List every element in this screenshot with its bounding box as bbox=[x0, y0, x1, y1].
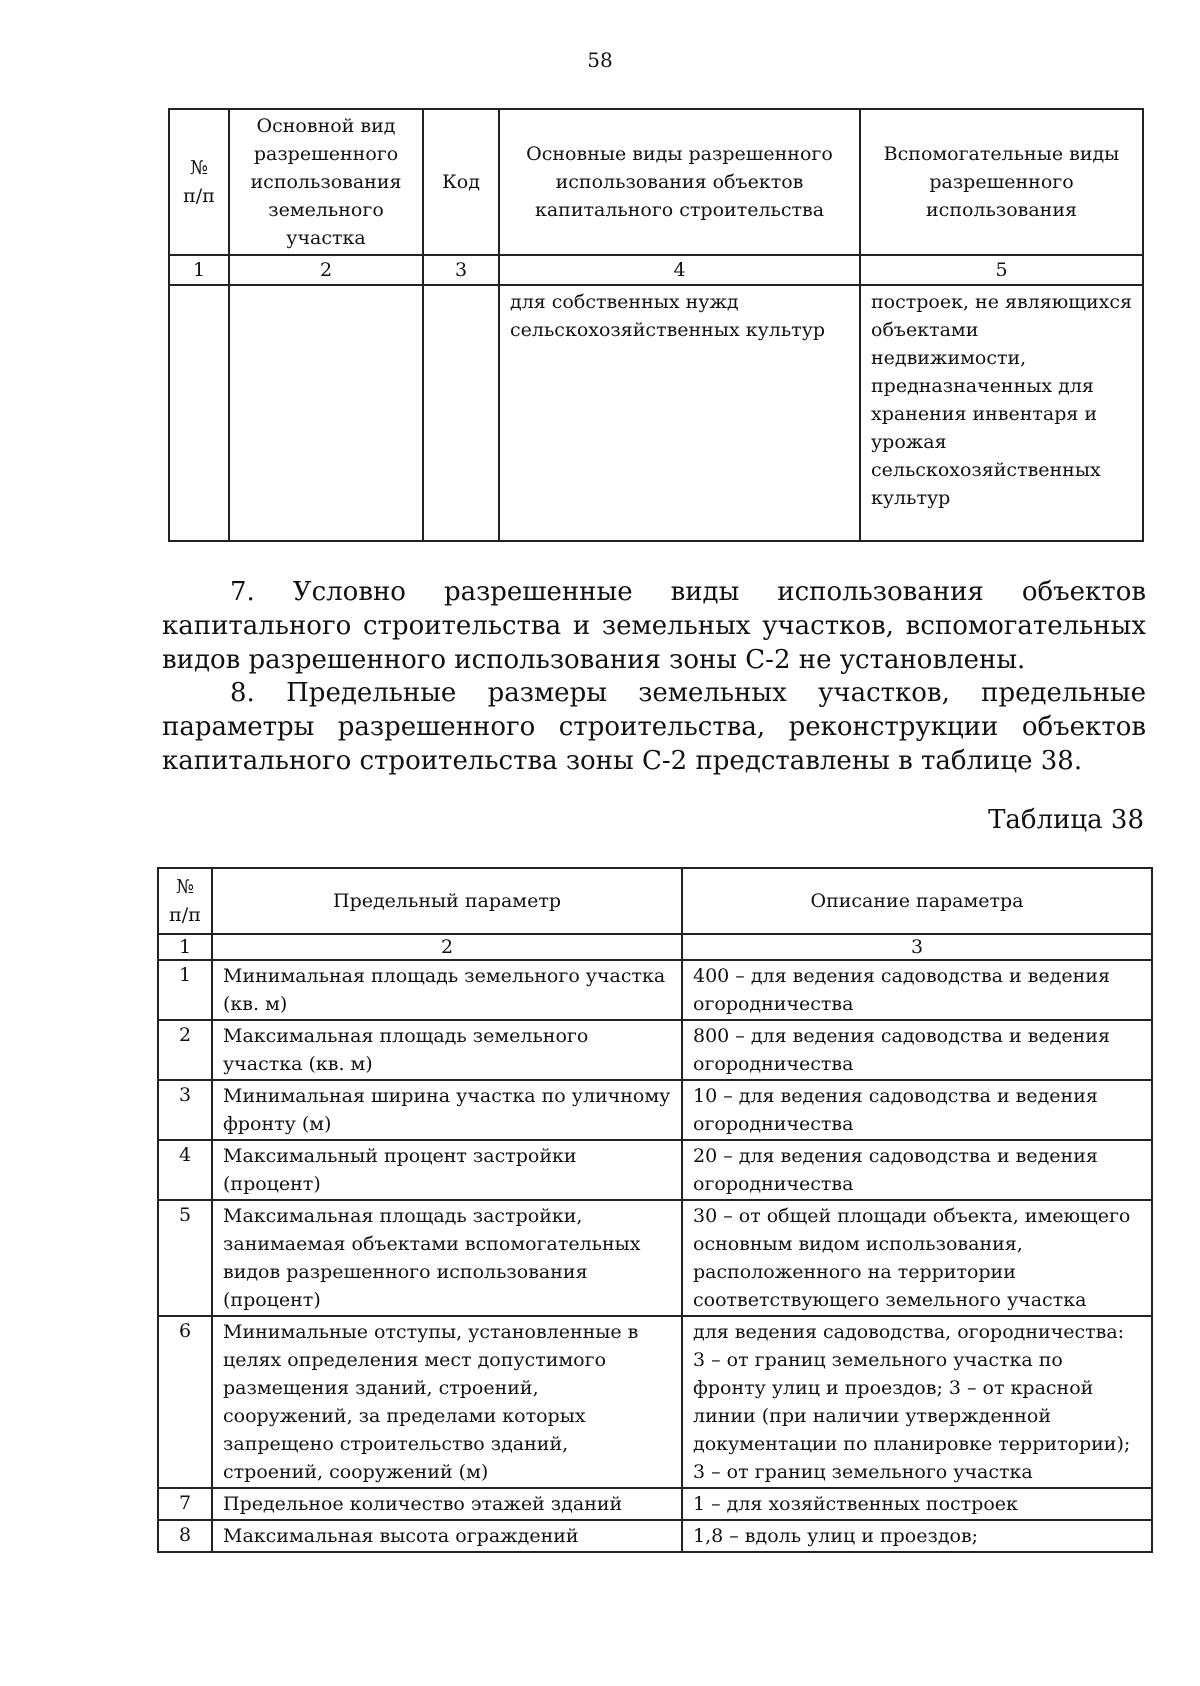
parameter-cell: Минимальная площадь земельного участка (кв. м) bbox=[212, 960, 682, 1020]
parameter-cell: Максимальный процент застройки (процент) bbox=[212, 1140, 682, 1200]
parameter-cell: Максимальная площадь земельного участка (кв. м) bbox=[212, 1020, 682, 1080]
row-number: 4 bbox=[158, 1140, 212, 1200]
description-cell: для ведения садоводства, огородничества: 3 – от границ земельного участка по фронту улиц и проездов; 3 – от красной линии (при наличии утвержденной документации по планировке территории); 3 – от границ земельного участка bbox=[682, 1316, 1152, 1488]
header-main-use: Основной вид разрешенного использования земельного участка bbox=[229, 109, 423, 255]
parameter-cell: Минимальные отступы, установленные в целях определения мест допустимого размещения зданий, строений, сооружений, за пределами которых запрещено строительство зданий, строений, сооружений (м) bbox=[212, 1316, 682, 1488]
main-use-cell bbox=[229, 285, 423, 541]
column-number: 1 bbox=[169, 255, 229, 285]
table-header-row bbox=[158, 868, 1152, 934]
description-cell: 400 – для ведения садоводства и ведения огородничества bbox=[682, 960, 1152, 1020]
parameter-cell: Максимальная высота ограждений bbox=[212, 1520, 682, 1552]
table-row bbox=[158, 1200, 1152, 1316]
header-description: Описание параметра bbox=[682, 868, 1152, 934]
row-number-cell bbox=[169, 285, 229, 541]
table-row bbox=[158, 1020, 1152, 1080]
table-row bbox=[158, 1488, 1152, 1520]
table-row bbox=[158, 960, 1152, 1020]
column-number-row bbox=[169, 255, 1143, 285]
table-row bbox=[158, 1140, 1152, 1200]
paragraph-8 bbox=[162, 676, 1146, 778]
row-number: 3 bbox=[158, 1080, 212, 1140]
table-header-row bbox=[169, 109, 1143, 255]
row-number: 2 bbox=[158, 1020, 212, 1080]
parameter-cell: Максимальная площадь застройки, занимаемая объектами вспомогательных видов разрешенного использования (процент) bbox=[212, 1200, 682, 1316]
header-code: Код bbox=[423, 109, 499, 255]
capital-objects-cell: для собственных нужд сельскохозяйственных культур bbox=[499, 285, 860, 541]
table-row bbox=[158, 1520, 1152, 1552]
header-auxiliary-uses: Вспомогательные виды разрешенного использования bbox=[860, 109, 1143, 255]
header-number: № п/п bbox=[169, 109, 229, 255]
column-number: 2 bbox=[229, 255, 423, 285]
table-row bbox=[169, 285, 1143, 541]
parameter-cell: Предельное количество этажей зданий bbox=[212, 1488, 682, 1520]
description-cell: 800 – для ведения садоводства и ведения огородничества bbox=[682, 1020, 1152, 1080]
column-number: 3 bbox=[682, 934, 1152, 960]
allowed-uses-table-continuation bbox=[168, 108, 1144, 542]
header-number: № п/п bbox=[158, 868, 212, 934]
description-cell: 1 – для хозяйственных построек bbox=[682, 1488, 1152, 1520]
paragraph-7-text: 7. Условно разрешенные виды использования объектов капитального строительства и земельных участков, вспомогательных видов разрешенного использования зоны С-2 не установлены. bbox=[162, 577, 1146, 675]
column-number-row bbox=[158, 934, 1152, 960]
row-number: 1 bbox=[158, 960, 212, 1020]
paragraph-7 bbox=[162, 575, 1146, 677]
description-cell: 20 – для ведения садоводства и ведения огородничества bbox=[682, 1140, 1152, 1200]
row-number: 7 bbox=[158, 1488, 212, 1520]
auxiliary-uses-cell: построек, не являющихся объектами недвижимости, предназначенных для хранения инвентаря и урожая сельскохозяйственных культур bbox=[860, 285, 1143, 541]
column-number: 5 bbox=[860, 255, 1143, 285]
description-cell: 30 – от общей площади объекта, имеющего основным видом использования, расположенного на территории соответствующего земельного участка bbox=[682, 1200, 1152, 1316]
table-row bbox=[158, 1080, 1152, 1140]
column-number: 3 bbox=[423, 255, 499, 285]
page-number: 58 bbox=[587, 48, 613, 72]
column-number: 2 bbox=[212, 934, 682, 960]
header-parameter: Предельный параметр bbox=[212, 868, 682, 934]
limit-parameters-table bbox=[157, 867, 1153, 1553]
row-number: 5 bbox=[158, 1200, 212, 1316]
table-caption: Таблица 38 bbox=[988, 805, 1144, 835]
description-cell: 10 – для ведения садоводства и ведения огородничества bbox=[682, 1080, 1152, 1140]
table-row bbox=[158, 1316, 1152, 1488]
column-number: 1 bbox=[158, 934, 212, 960]
row-number: 8 bbox=[158, 1520, 212, 1552]
parameter-cell: Минимальная ширина участка по уличному фронту (м) bbox=[212, 1080, 682, 1140]
description-cell: 1,8 – вдоль улиц и проездов; bbox=[682, 1520, 1152, 1552]
paragraph-8-text: 8. Предельные размеры земельных участков, предельные параметры разрешенного строительства, реконструкции объектов капитального строительства зоны С-2 представлены в таблице 38. bbox=[162, 678, 1146, 776]
row-number: 6 bbox=[158, 1316, 212, 1488]
column-number: 4 bbox=[499, 255, 860, 285]
header-capital-objects: Основные виды разрешенного использования объектов капитального строительства bbox=[499, 109, 860, 255]
code-cell bbox=[423, 285, 499, 541]
